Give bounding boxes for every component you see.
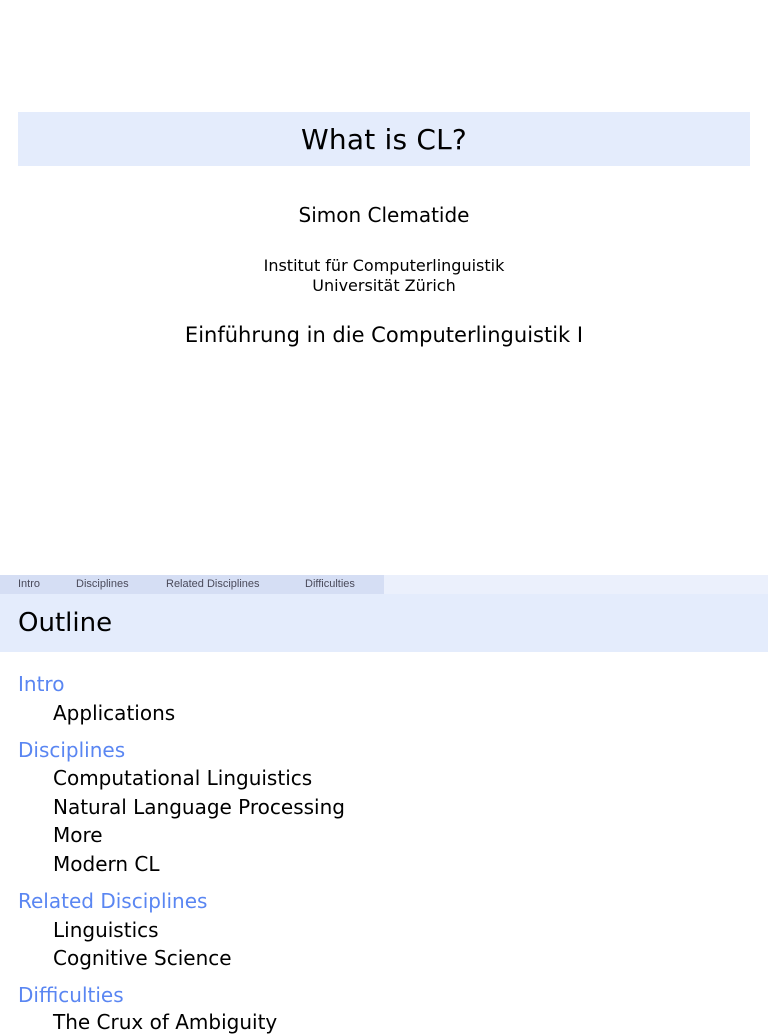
institute [0,256,768,296]
section-navbar [0,575,768,594]
toc-section-intro[interactable]: Intro [18,672,65,696]
institute-line-1: Institut für Computerlinguistik [263,256,505,275]
frame-title-bar [0,594,768,652]
nav-item-intro[interactable]: Intro [18,578,41,590]
institute-line-2: Universität Zürich [312,276,456,295]
course-name: Einführung in die Computerlinguistik I [184,323,584,347]
toc-subsection[interactable]: Natural Language Processing [53,795,345,819]
toc-subsection[interactable]: More [53,823,103,847]
nav-item-difficulties[interactable]: Difficulties [305,578,355,590]
toc-subsection[interactable]: Computational Linguistics [53,766,313,790]
toc-subsection[interactable]: Linguistics [53,918,159,942]
nav-item-related-disciplines[interactable]: Related Disciplines [166,578,260,590]
toc-section-difficulties[interactable]: Difficulties [18,983,124,1007]
slide-title-bar [18,112,750,166]
nav-item-disciplines[interactable]: Disciplines [76,578,129,590]
author-name: Simon Clematide [298,203,470,227]
toc-subsection[interactable]: The Crux of Ambiguity [53,1010,278,1034]
slide-title: What is CL? [301,122,467,156]
toc-subsection[interactable]: Cognitive Science [53,946,232,970]
toc-subsection[interactable]: Applications [53,701,176,725]
toc-subsection[interactable]: Modern CL [53,852,160,876]
toc-section-disciplines[interactable]: Disciplines [18,738,126,762]
frame-title: Outline [18,608,113,638]
toc-section-related-disciplines[interactable]: Related Disciplines [18,889,208,913]
